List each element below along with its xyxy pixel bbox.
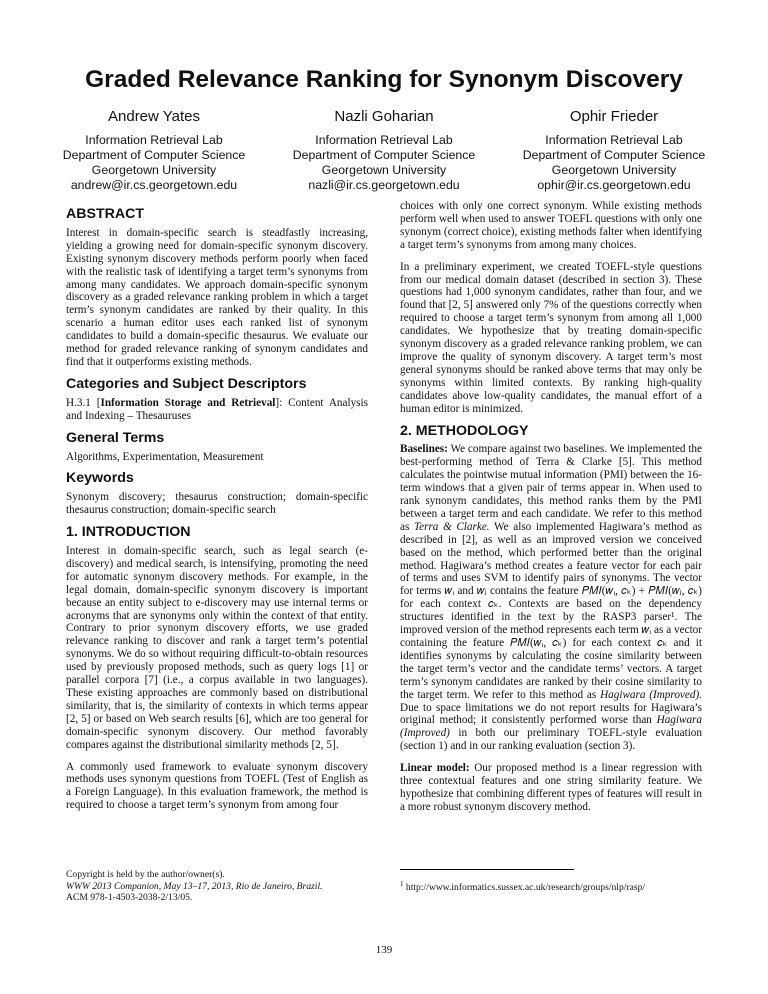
- introduction-paragraph: A commonly used framework to evaluate synonym discovery methods uses synonym questions from TOEFL (Test of English as a Foreign Language). In this evaluation framework, the method is required to choose a target term’s synonym from among four: [66, 760, 368, 812]
- introduction-heading: 1. INTRODUCTION: [66, 524, 191, 541]
- copyright-acm: ACM 978-1-4503-2038-2/13/05.: [66, 892, 193, 903]
- author-block-1: [44, 108, 264, 193]
- footnote: [400, 880, 720, 893]
- copyright-block: [66, 869, 368, 904]
- categories-text: H.3.1 [Information Storage and Retrieval]: Content Analysis and Indexing – Thesauruses: [66, 396, 368, 422]
- introduction-paragraph: Interest in domain-specific search, such as legal search (e-discovery) and medical search, is intensifying, promoting the need for automatic synonym discovery methods. For example, in the legal domain, domain-specific synonym discovery is important because an entity subject to e-discovery may use internal terms or acronyms that are synonyms only within the context of that entity. Contrary to prior synonym discovery efforts, we use graded relevance ranking to discover and rank a target term’s potential synonyms. We do so without requiring difficult-to-obtain resources used by previously proposed methods, such as query logs [1] or parallel corpora [7] (i.e., a corpus available in two languages). These existing approaches are commonly based on distributional similarity, that is, the similarity of contexts in which terms appear [2, 5] or based on Web search results [6], which are too general for domain-specific synonym discovery. Our method favorably compares against the distributional similarity methods [2, 5].: [66, 545, 368, 751]
- linear-model-label: Linear model:: [400, 762, 470, 775]
- author-lab: Information Retrieval Lab: [85, 133, 223, 147]
- footnote-divider: [400, 869, 574, 870]
- footnote-url[interactable]: http://www.informatics.sussex.ac.uk/research/groups/nlp/rasp/: [405, 882, 646, 894]
- author-block-3: [504, 108, 724, 193]
- author-name: Nazli Goharian: [334, 108, 434, 125]
- footnote-mark: 1: [400, 880, 404, 888]
- copyright-line: Copyright is held by the author/owner(s).: [66, 869, 225, 880]
- author-dept: Department of Computer Science: [62, 148, 246, 162]
- hagiwara-improved-emph: Hagiwara (Improved).: [600, 688, 702, 701]
- author-name: Ophir Frieder: [569, 108, 659, 125]
- author-lab: Information Retrieval Lab: [545, 133, 683, 147]
- page-number: 139: [375, 944, 393, 956]
- author-email: ophir@ir.cs.georgetown.edu: [537, 178, 691, 192]
- author-lab: Information Retrieval Lab: [315, 133, 453, 147]
- hagiwara-improved-emph: Hagiwara (Improved): [400, 714, 702, 740]
- categories-bold: Information Storage and Retrieval: [100, 396, 276, 409]
- author-univ: Georgetown University: [91, 163, 217, 177]
- keywords-text: Synonym discovery; thesaurus construction; domain-specific thesaurus construction; domain-specific search: [66, 491, 368, 517]
- paper-title: Graded Relevance Ranking for Synonym Discovery: [85, 66, 683, 93]
- author-dept: Department of Computer Science: [522, 148, 706, 162]
- methodology-heading: 2. METHODOLOGY: [400, 422, 529, 439]
- author-email: andrew@ir.cs.georgetown.edu: [70, 178, 238, 192]
- abstract-text: Interest in domain-specific search is steadfastly increasing, yielding a growing need for domain-specific synonym discovery. Existing synonym discovery methods perform poorly when faced with the realistic task of identifying a target term’s synonyms from among many candidates. We approach domain-specific synonym discovery as a graded relevance ranking problem in which a target term’s synonym candidates are ranked by their quality. In this scenario a human editor uses each ranked list of synonym candidates to build a domain-specific thesaurus. We evaluate our method for graded relevance ranking of synonym candidates and find that it outperforms existing methods.: [66, 226, 368, 368]
- author-name: Andrew Yates: [108, 108, 200, 125]
- left-column: [66, 200, 368, 821]
- baselines-label: Baselines:: [400, 443, 448, 456]
- terra-clarke-emph: Terra & Clarke.: [413, 520, 490, 533]
- author-block-2: [274, 108, 494, 193]
- right-column: [400, 200, 702, 823]
- body-paragraph: choices with only one correct synonym. While existing methods perform well when used to answer TOEFL questions with only one synonym (correct choice), existing methods falter when identifying a target term’s synonyms from among many choices.: [400, 200, 702, 251]
- abstract-heading: ABSTRACT: [66, 206, 145, 222]
- general-terms-text: Algorithms, Experimentation, Measurement: [66, 450, 264, 463]
- author-univ: Georgetown University: [321, 163, 447, 177]
- copyright-venue: WWW 2013 Companion, May 13–17, 2013, Rio de Janeiro, Brazil.: [66, 880, 323, 892]
- author-univ: Georgetown University: [551, 163, 677, 177]
- general-terms-heading: General Terms: [66, 429, 165, 446]
- body-paragraph: In a preliminary experiment, we created TOEFL-style questions from our medical domain dataset (described in section 3). These questions had 1,000 synonym candidates, rather than four, and we found that [2, 5] answered only 7% of the questions correctly when required to choose a target term’s synonym from among all 1,000 candidates. We hypothesize that by treating domain-specific synonym discovery as a graded relevance ranking problem, we can improve the quality of synonym discovery. A target term’s most general synonyms should be ranked above terms that may only be synonyms within limited contexts. By ranking high-quality candidates above low-quality candidates, the manual effort of a human editor is minimized.: [400, 260, 702, 415]
- categories-heading: Categories and Subject Descriptors: [66, 375, 307, 392]
- author-email: nazli@ir.cs.georgetown.edu: [308, 178, 460, 192]
- author-dept: Department of Computer Science: [292, 148, 476, 162]
- linear-model-paragraph: Linear model: Our proposed method is a linear regression with three contextual features and one string similarity feature. We hypothesize that combining different types of features will result in a more robust synonym discovery method.: [400, 762, 702, 813]
- baselines-paragraph: Baselines: We compare against two baselines. We implemented the best-performing method of Terra & Clarke [5]. This method calculates the pointwise mutual information (PMI) between the 16-term windows that a given pair of terms appear in. When used to rank synonym candidates, this method ranks them by the PMI between a target term and each candidate. We refer to this method as Terra & Clarke. We also implemented Hagiwara’s method as described in [2], as well as an improved version we conceived based on the method, which performed better than the original method. Hagiwara’s method creates a feature vector for each pair of terms and uses SVM to identify pairs of synonyms. The vector for terms 𝑤ᵢ and 𝑤ⱼ contains the feature 𝑃𝑀𝐼(𝑤ᵢ, 𝑐ₖ) + 𝑃𝑀𝐼(𝑤ⱼ, 𝑐ₖ) for each context 𝑐ₖ. Contexts are based on the dependency structures identified in the text by the RASP3 parser¹. The improved version of the method represents each term 𝑤ᵢ as a vector containing the feature 𝑃𝑀𝐼(𝑤ᵢ, 𝑐ₖ) for each context 𝑐ₖ and it identifies synonyms by calculating the cosine similarity between the target term’s vector and the candidate terms’ vectors. A target term’s synonym candidates are ranked by their cosine similarity to the target term. We refer to this method as Hagiwara (Improved). Due to space limitations we do not report results for Hagiwara’s original method; it consistently performed worse than Hagiwara (Improved) in both our preliminary TOEFL-style evaluation (section 1) and in our ranking evaluation (section 3).: [400, 443, 702, 753]
- keywords-heading: Keywords: [66, 470, 134, 487]
